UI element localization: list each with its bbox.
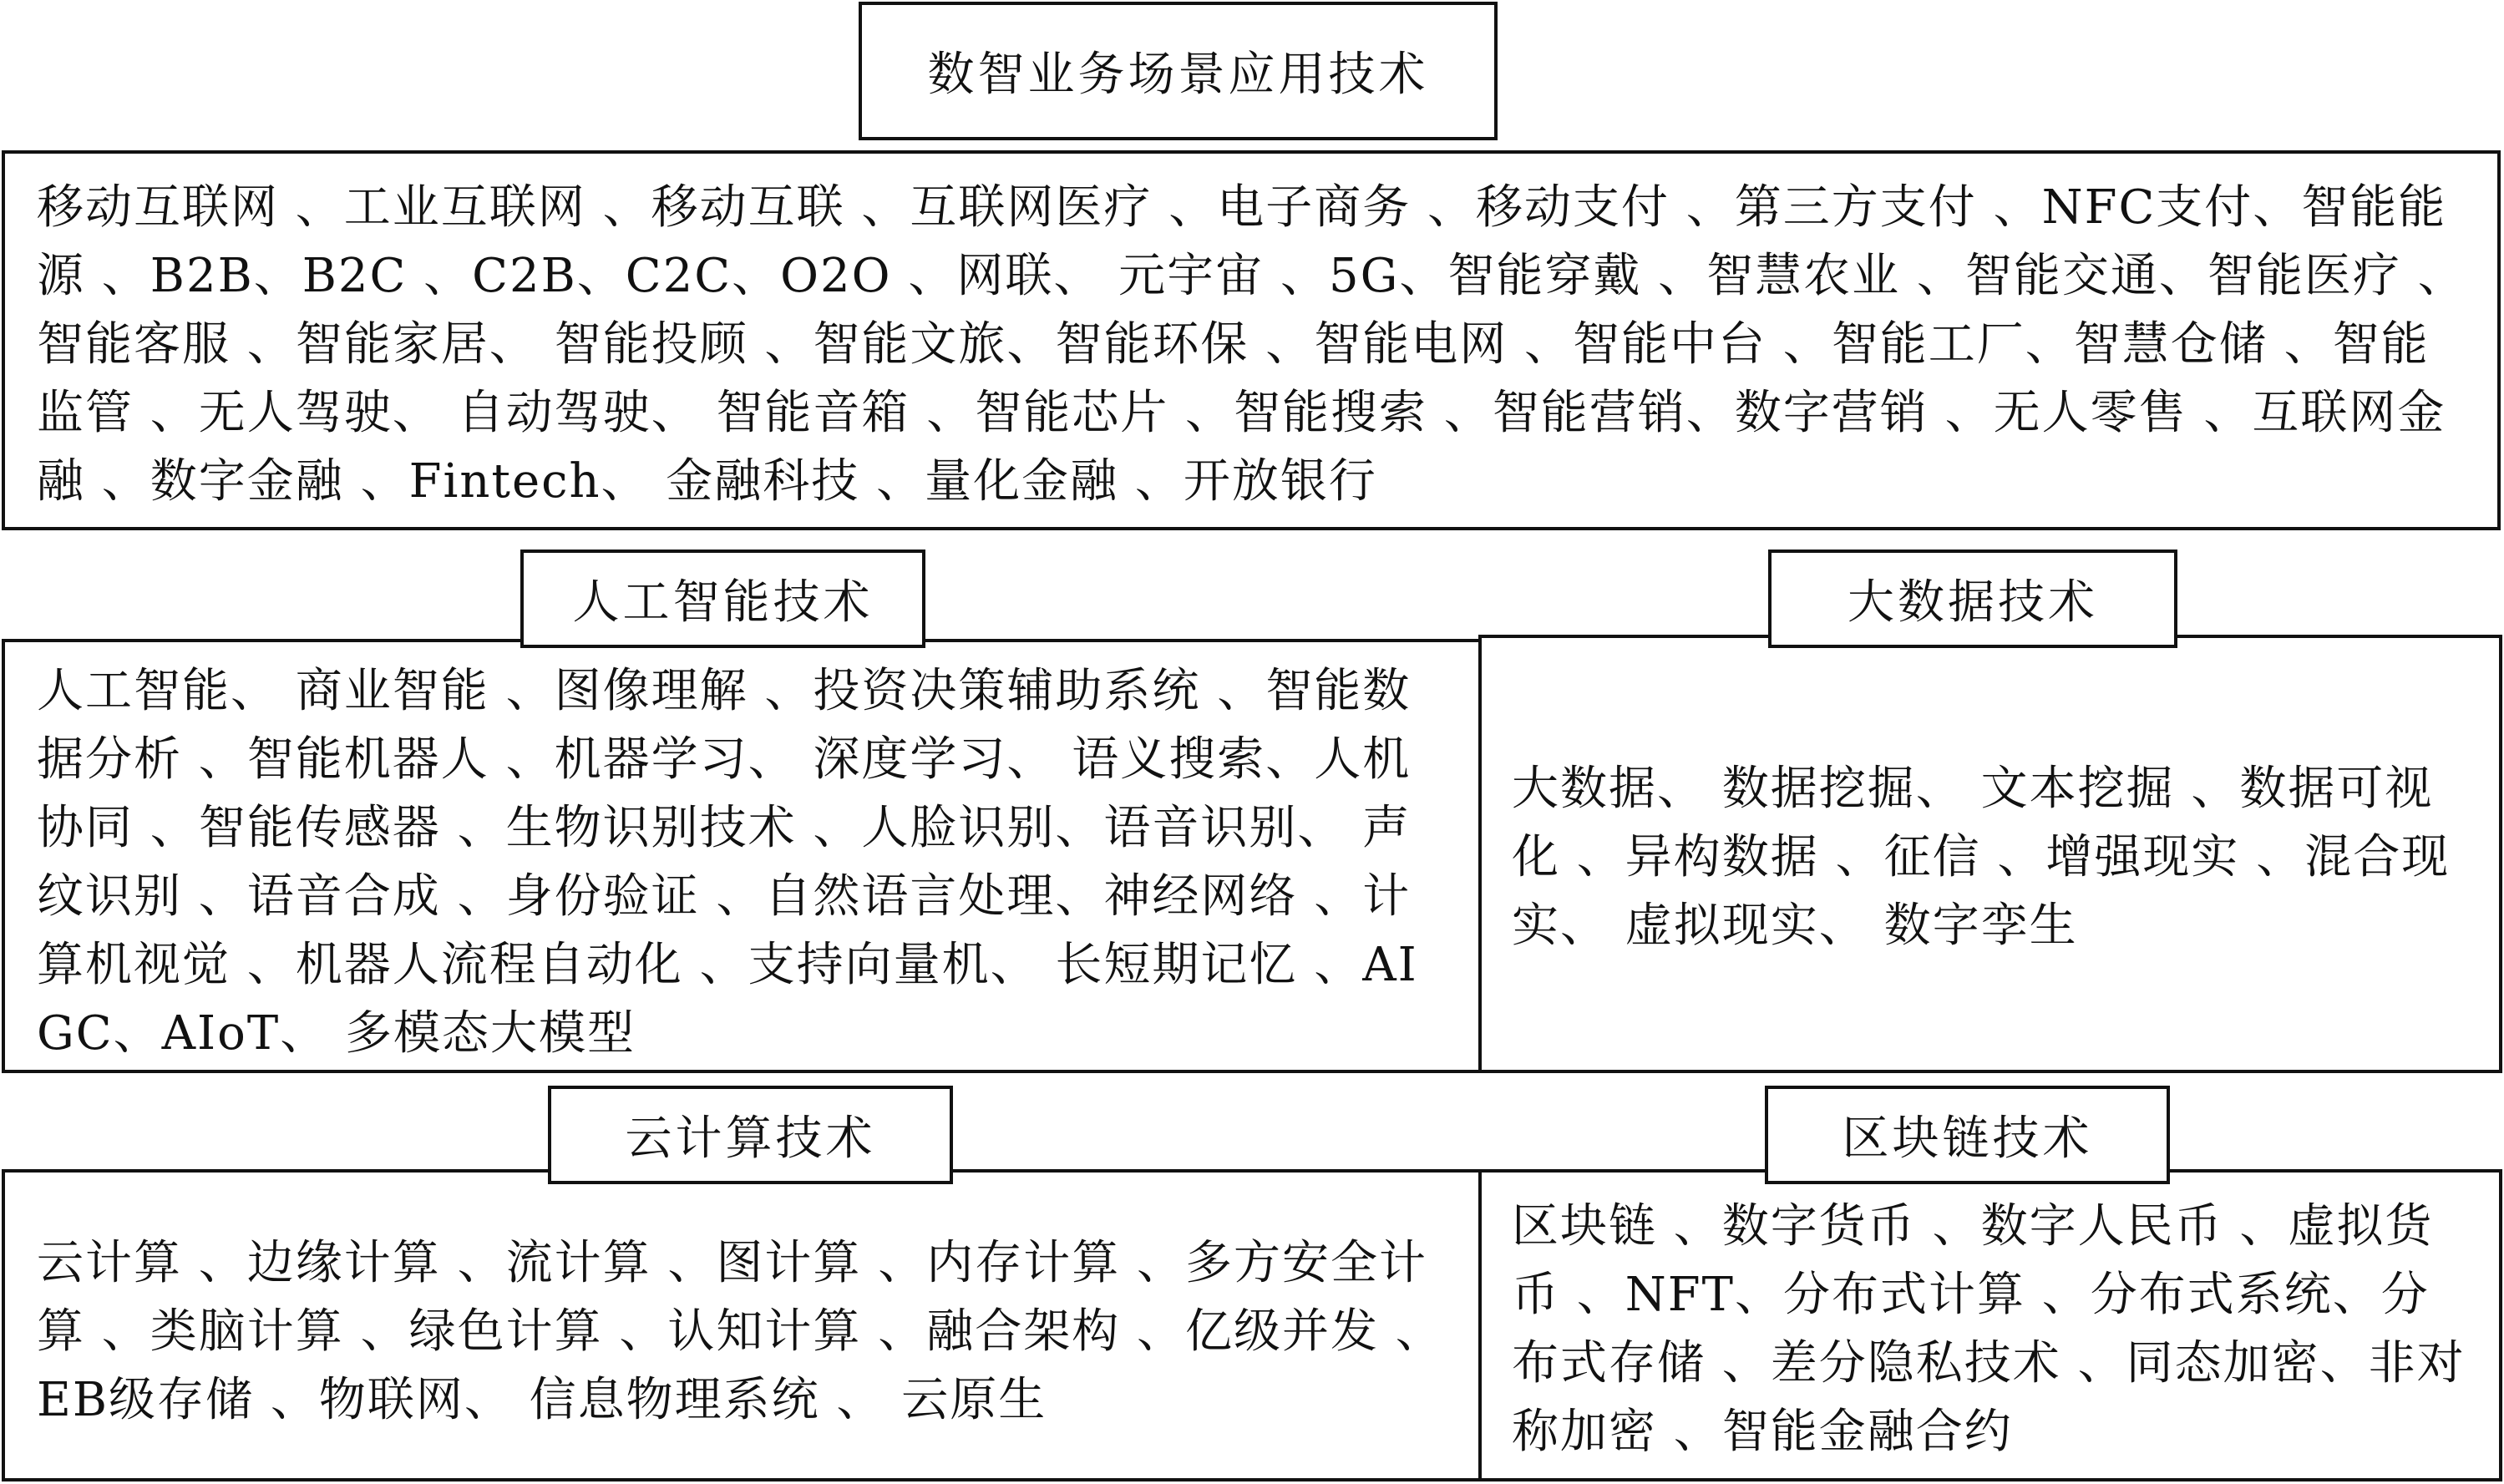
blockchain-content-text: 区块链 、数字货币 、数字人民币 、虚拟货币 、NFT、分布式计算 、分布式系统、分布式存储 、差分隐私技术 、同态加密、非对称加密 、智能金融合约 bbox=[1512, 1199, 2466, 1459]
ai-title-text: 人工智能技术 bbox=[572, 575, 874, 630]
cloud-title-text: 云计算技术 bbox=[625, 1112, 876, 1166]
cloud-content-text: 云计算 、边缘计算 、流计算 、图计算 、内存计算 、多方安全计算 、类脑计算 、绿色计算 、认知计算 、融合架构 、亿级并发 、EB级存储 、物联网、 信息物理系统 、 云原生 bbox=[37, 1236, 1444, 1427]
blockchain-title-box bbox=[1765, 1086, 2170, 1184]
top-title-text: 数智业务场景应用技术 bbox=[927, 48, 1429, 102]
top-title-box bbox=[859, 2, 1498, 140]
cloud-content-box bbox=[2, 1169, 1482, 1481]
ai-content-box bbox=[2, 639, 1482, 1073]
blockchain-title-text: 区块链技术 bbox=[1842, 1112, 2093, 1166]
top-content-box bbox=[2, 150, 2501, 530]
bigdata-content-box bbox=[1478, 635, 2502, 1073]
blockchain-content-box bbox=[1478, 1169, 2502, 1481]
ai-content-text: 人工智能、 商业智能 、图像理解 、投资决策辅助系统 、智能数据分析 、智能机器人 、机器学习、 深度学习、 语义搜索、人机协同 、智能传感器 、生物识别技术 、人脸识别、语音识别、 声纹识别 、语音合成 、身份验证 、自然语言处理、神经网络 、计算机视觉 、机器人流程自动化 、支持向量机、 长短期记忆 、AIGC、AIoT、 多模态大模型 bbox=[37, 664, 1418, 1061]
bigdata-content-text: 大数据、 数据挖掘、 文本挖掘 、数据可视化 、异构数据 、征信 、增强现实 、混合现实、 虚拟现实、 数字孪生 bbox=[1512, 762, 2451, 953]
bigdata-title-box bbox=[1768, 550, 2177, 648]
top-content-text: 移动互联网 、工业互联网 、移动互联 、互联网医疗 、电子商务 、移动支付 、第三方支付 、NFC支付、智能能源 、B2B、B2C 、C2B、C2C、O2O 、网联、 元宇宙 、5G、智能穿戴 、智慧农业 、智能交通、智能医疗 、智能客服 、智能家居、 智能投顾 、智能文旅、智能环保 、智能电网 、智能中台 、智能工厂、智慧仓储 、智能监管 、无人驾驶、 自动驾驶、 智能音箱 、智能芯片 、智能搜索 、智能营销、数字营销 、无人零售 、互联网金融 、数字金融 、Fintech、 金融科技 、量化金融 、开放银行 bbox=[37, 180, 2466, 509]
cloud-title-box bbox=[548, 1086, 953, 1184]
ai-title-box bbox=[520, 550, 925, 648]
bigdata-title-text: 大数据技术 bbox=[1848, 575, 2098, 630]
